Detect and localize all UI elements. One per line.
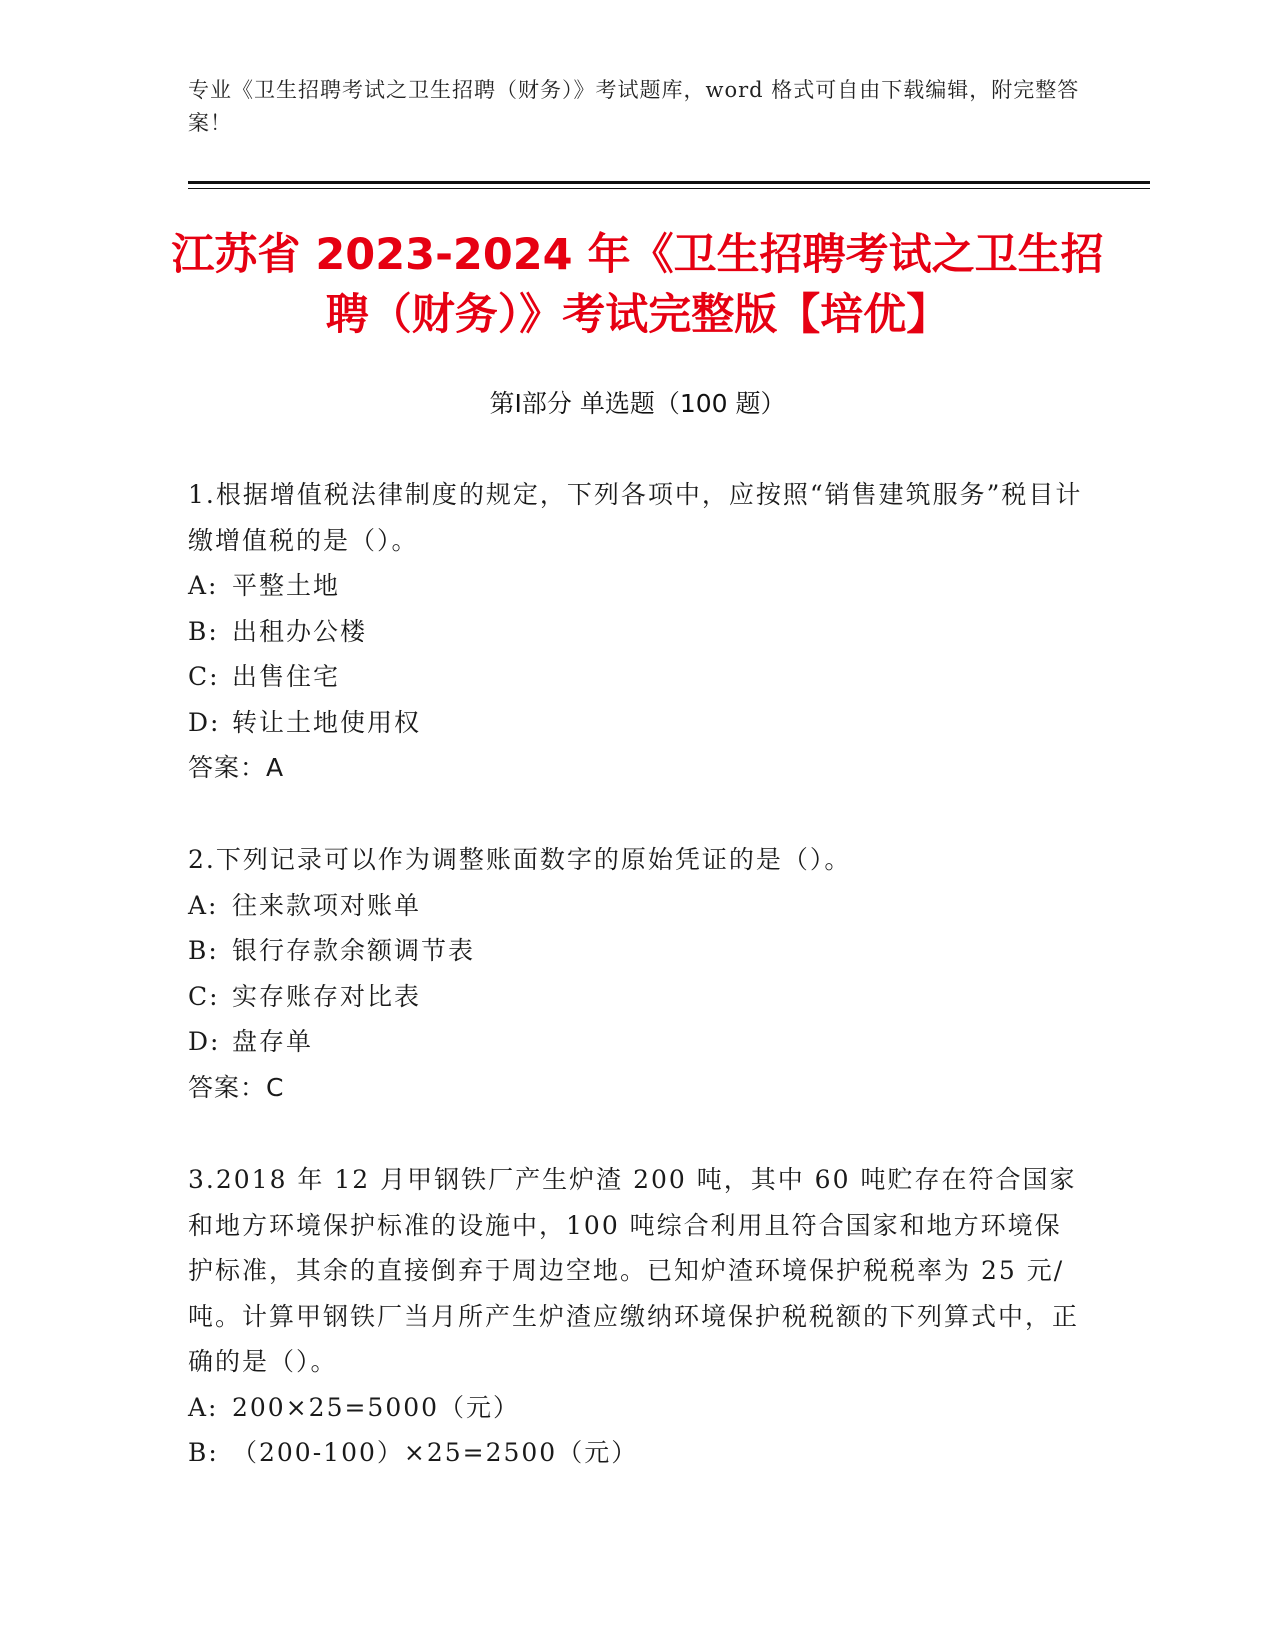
option-b [188, 609, 1088, 655]
option-text: 出租办公楼 [232, 616, 368, 646]
header-divider-thin [188, 188, 1150, 189]
question-2 [188, 837, 1088, 1110]
option-text: 往来款项对账单 [232, 890, 422, 920]
option-key: C: [188, 662, 220, 691]
question-stem: 3.2018 年 12 月甲钢铁厂产生炉渣 200 吨，其中 60 吨贮存在符合国家和地方环境保护标准的设施中，100 吨综合利用且符合国家和地方环境保护标准，其余的直接倒弃于周边空地。已知炉渣环境保护税税率为 25 元/吨。计算甲钢铁厂当月所产生炉渣应缴纳环境保护税税额的下列算式中，正确的是（）。 [188, 1165, 1080, 1376]
option-c [188, 654, 1088, 700]
option-key: D: [188, 707, 221, 737]
header-note: 专业《卫生招聘考试之卫生招聘（财务）》考试题库，word 格式可自由下载编辑，附完整答案！ [188, 78, 1080, 135]
section-heading: 第Ⅰ部分 单选题（100 题） [489, 389, 786, 418]
option-text: 银行存款余额调节表 [232, 936, 476, 965]
option-key: B: [188, 936, 219, 965]
option-key: D: [188, 1027, 221, 1056]
question-stem: 2.下列记录可以作为调整账面数字的原始凭证的是（）。 [188, 845, 852, 874]
option-text: 平整土地 [232, 571, 341, 600]
answer: 答案：C [188, 1072, 285, 1102]
option-key: C: [188, 981, 220, 1011]
header-divider-thick [188, 181, 1150, 184]
option-text: 盘存单 [232, 1027, 314, 1056]
option-text: 200×25=5000（元） [232, 1392, 521, 1422]
option-d [188, 700, 1088, 746]
answer: 答案：A [188, 753, 285, 782]
option-a [188, 563, 1088, 609]
question-stem: 1.根据增值税法律制度的规定，下列各项中，应按照“销售建筑服务”税目计缴增值税的是（）。 [188, 480, 1083, 555]
option-c [188, 974, 1088, 1020]
option-text: 转让土地使用权 [232, 707, 422, 737]
option-a [188, 1385, 1088, 1431]
option-b [188, 1430, 1088, 1476]
option-a [188, 883, 1088, 929]
option-key: A: [188, 1392, 219, 1422]
option-key: A: [188, 571, 219, 600]
option-text: 实存账存对比表 [232, 981, 422, 1011]
option-text: （200-100）×25=2500（元） [232, 1438, 639, 1467]
option-b [188, 928, 1088, 974]
option-d [188, 1019, 1088, 1065]
option-text: 出售住宅 [232, 662, 341, 691]
document-title: 江苏省 2023-2024 年《卫生招聘考试之卫生招聘（财务）》考试完整版【培优】 [171, 230, 1104, 340]
option-key: B: [188, 616, 219, 646]
option-key: B: [188, 1438, 219, 1467]
question-3 [188, 1157, 1088, 1476]
option-key: A: [188, 890, 219, 920]
question-1 [188, 472, 1088, 791]
